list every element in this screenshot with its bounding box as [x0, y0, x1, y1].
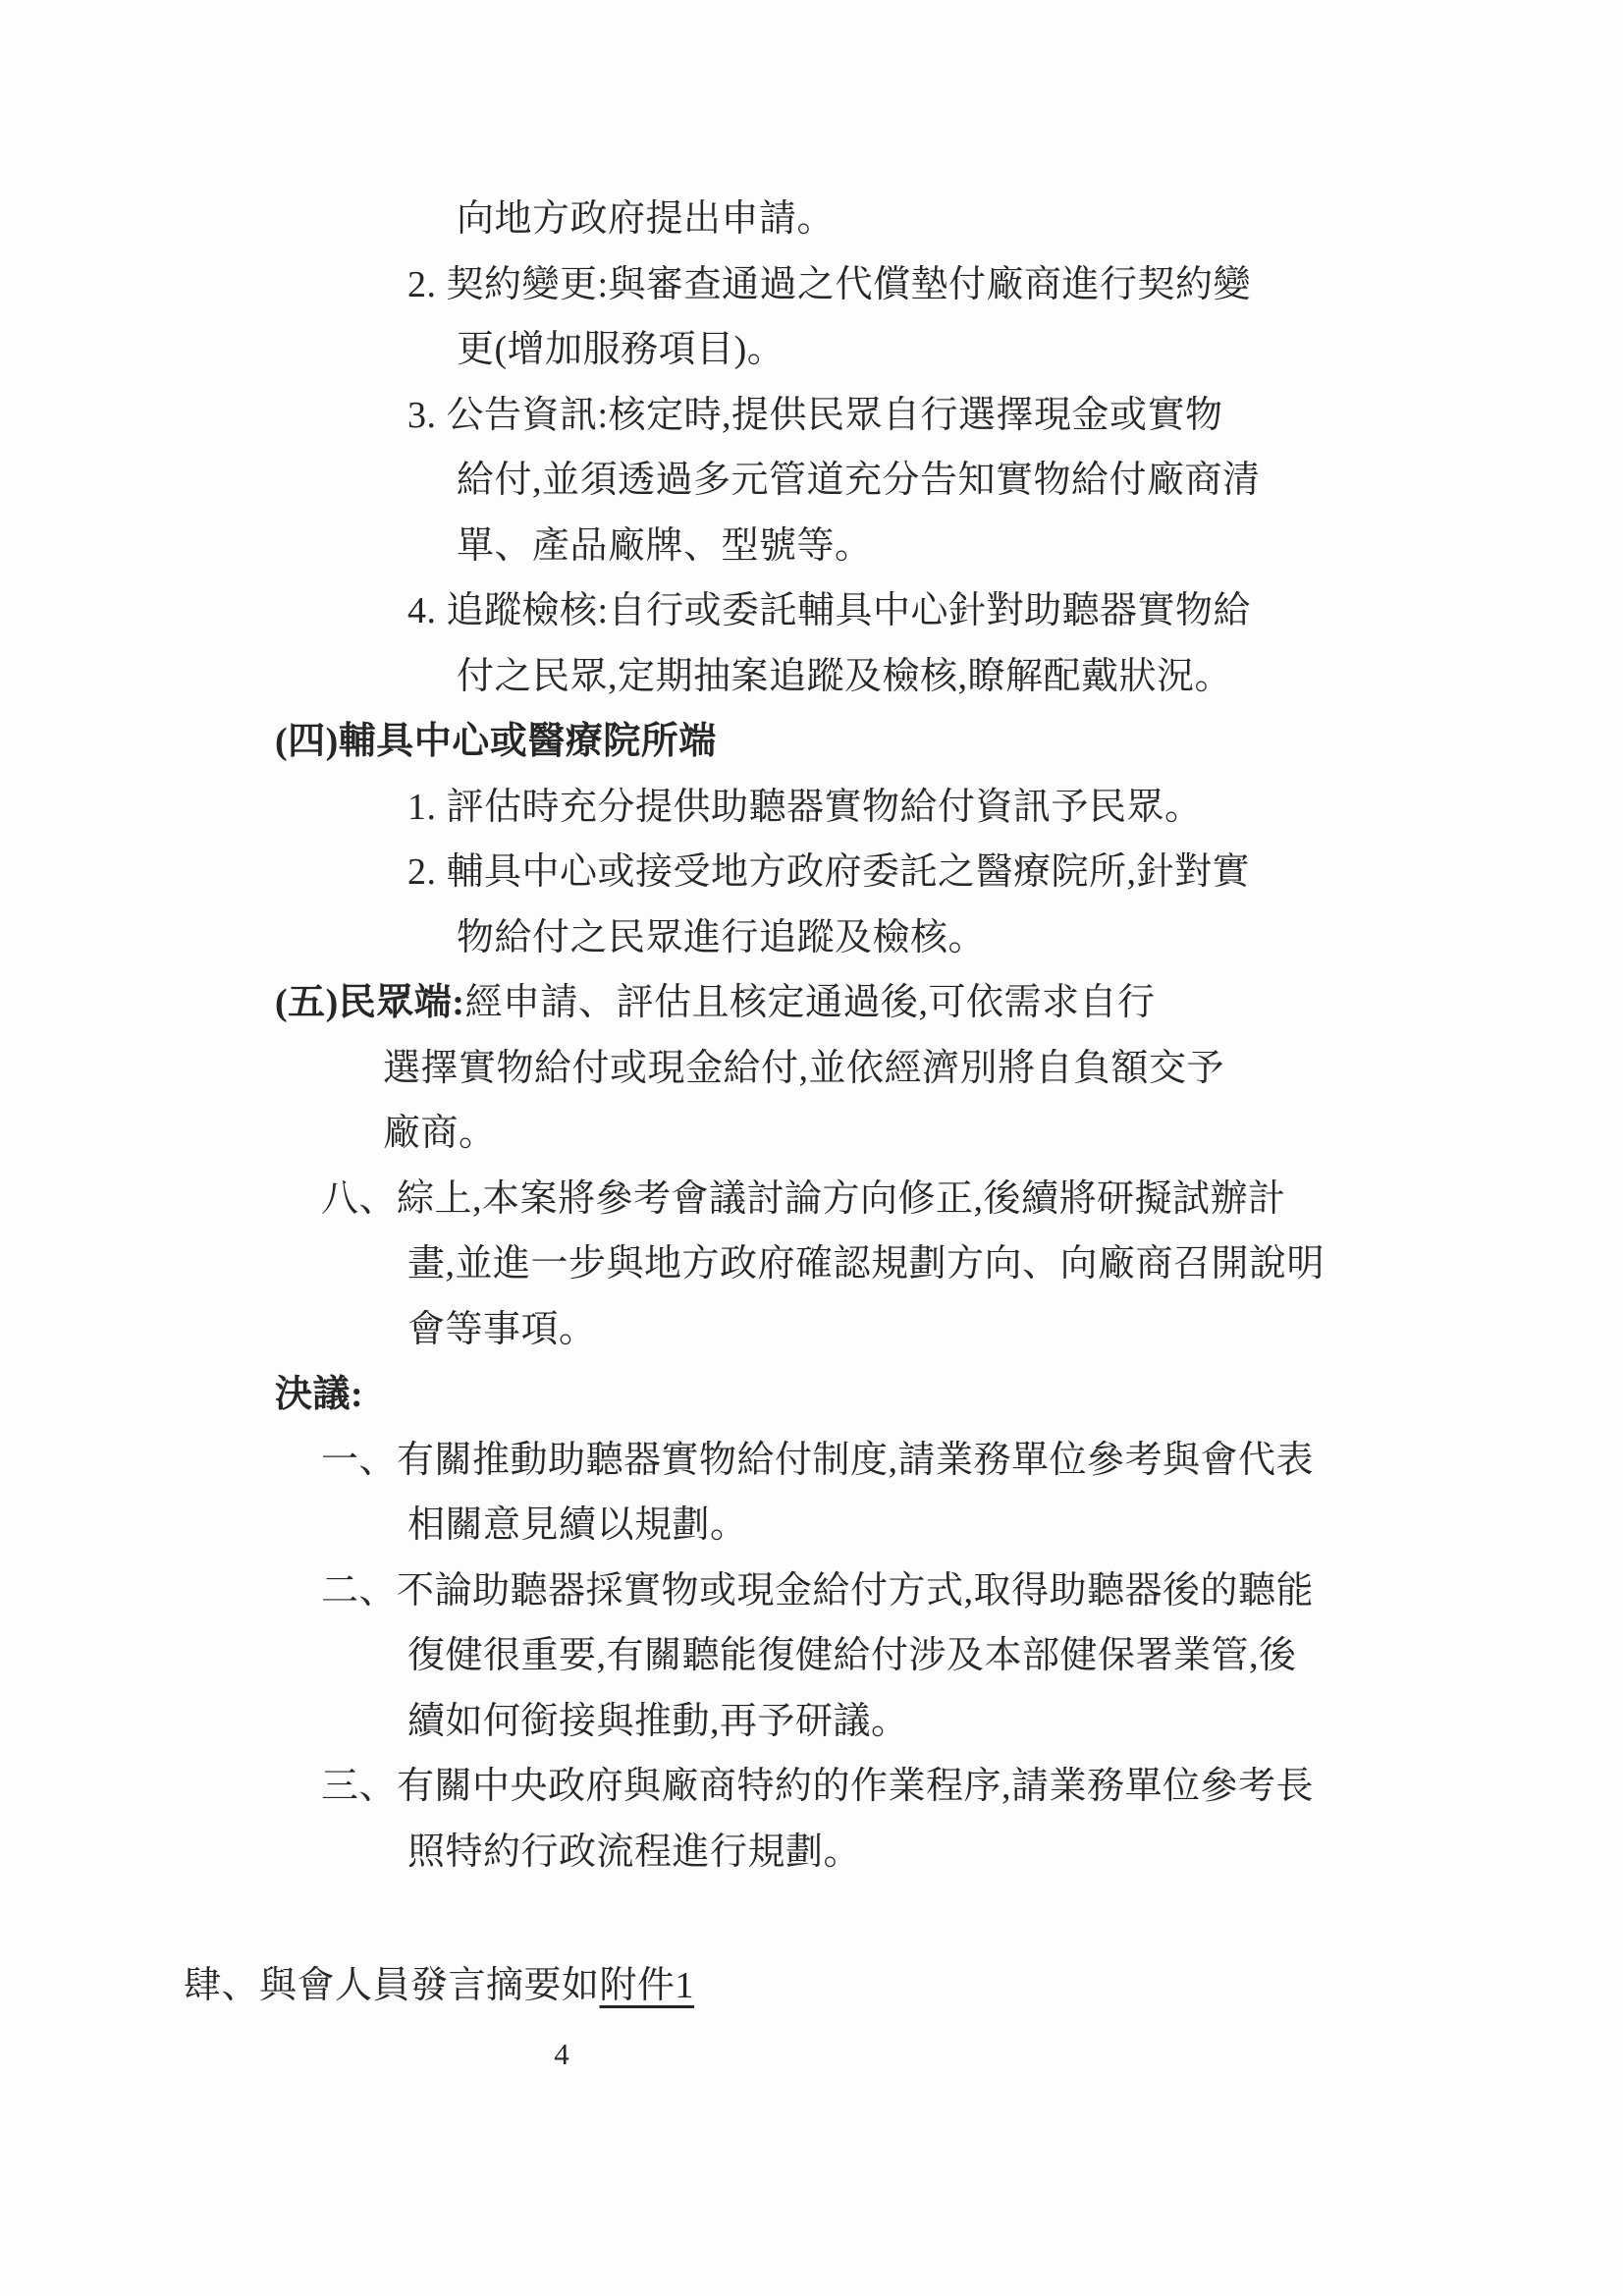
document-line: [0, 187, 1623, 252]
document-line: [0, 578, 1623, 644]
document-line: [0, 1953, 1623, 2019]
document-line: [0, 1362, 1623, 1428]
text-segment: 三、有關中央政府與廠商特約的作業程序,請業務單位參考長: [321, 1766, 1315, 1807]
document-line: [0, 1231, 1623, 1297]
text-segment: 續如何銜接與推動,再予研議。: [407, 1700, 909, 1742]
document-line: [0, 514, 1623, 579]
text-segment: 決議:: [275, 1374, 364, 1415]
document-line: [0, 644, 1623, 710]
text-segment: 選擇實物給付或現金給付,並依經濟別將自負額交予: [383, 1047, 1225, 1089]
document-line: [0, 383, 1623, 449]
document-line: [0, 317, 1623, 383]
document-line: [0, 1101, 1623, 1167]
document-line: [0, 709, 1623, 775]
text-segment: 廠商。: [383, 1113, 497, 1154]
text-segment: 畫,並進一步與地方政府確認規劃方向、向廠商召開說明: [407, 1243, 1325, 1285]
text-segment: 2. 契約變更:與審查通過之代償墊付廠商進行契約變: [407, 263, 1252, 305]
document-line: [0, 1623, 1623, 1689]
text-segment: 一、有關推動助聽器實物給付制度,請業務單位參考與會代表: [321, 1439, 1315, 1481]
document-line: [0, 448, 1623, 514]
document-line: [0, 775, 1623, 841]
document-line: [0, 840, 1623, 905]
document-line: [0, 1167, 1623, 1232]
text-segment: 八、綜上,本案將參考會議討論方向修正,後續將研擬試辦計: [321, 1177, 1286, 1220]
text-segment: 1. 評估時充分提供助聽器實物給付資訊予民眾。: [407, 786, 1203, 828]
page-number: 4: [554, 2037, 569, 2071]
text-segment: 復健很重要,有關聽能復健給付涉及本部健保署業管,後: [407, 1635, 1297, 1676]
attachment-reference: 附件1: [599, 1965, 695, 2006]
document-line: [0, 1297, 1623, 1363]
text-segment: 單、產品廠牌、型號等。: [457, 524, 873, 567]
text-segment: 照特約行政流程進行規劃。: [407, 1831, 862, 1873]
document-line: [0, 1558, 1623, 1624]
text-segment: 肆、與會人員發言摘要如: [184, 1965, 600, 2006]
document-line: [0, 970, 1623, 1036]
text-segment: (四)輔具中心或醫療院所端: [275, 721, 717, 762]
document-line: [0, 1754, 1623, 1820]
text-segment: 二、不論助聽器採實物或現金給付方式,取得助聽器後的聽能: [321, 1569, 1315, 1612]
text-segment: 2. 輔具中心或接受地方政府委託之醫療院所,針對實: [407, 851, 1251, 893]
text-segment: 4. 追蹤檢核:自行或委託輔具中心針對助聽器實物給: [407, 590, 1252, 631]
text-segment: 更(增加服務項目)。: [457, 329, 785, 370]
text-segment: 向地方政府提出申請。: [457, 198, 836, 240]
text-segment: 3. 公告資訊:核定時,提供民眾自行選擇現金或實物: [407, 394, 1223, 436]
document-line: [0, 1689, 1623, 1755]
document-line: [0, 1036, 1623, 1102]
text-segment: 經申請、評估且核定通過後,可依需求自行: [464, 982, 1156, 1023]
document-line: [0, 1493, 1623, 1558]
document-line: [0, 1820, 1623, 1886]
document-line: [0, 905, 1623, 971]
document-line: [0, 252, 1623, 318]
text-segment: 物給付之民眾進行追蹤及檢核。: [457, 916, 987, 958]
text-segment: 給付,並須透過多元管道充分告知實物給付廠商清: [457, 460, 1261, 501]
text-segment: 付之民眾,定期抽案追蹤及檢核,瞭解配戴狀況。: [457, 655, 1233, 697]
text-segment: (五)民眾端:: [275, 982, 465, 1023]
text-segment: 會等事項。: [407, 1308, 597, 1350]
text-segment: 相關意見續以規劃。: [407, 1504, 748, 1546]
document-line: [0, 1428, 1623, 1494]
